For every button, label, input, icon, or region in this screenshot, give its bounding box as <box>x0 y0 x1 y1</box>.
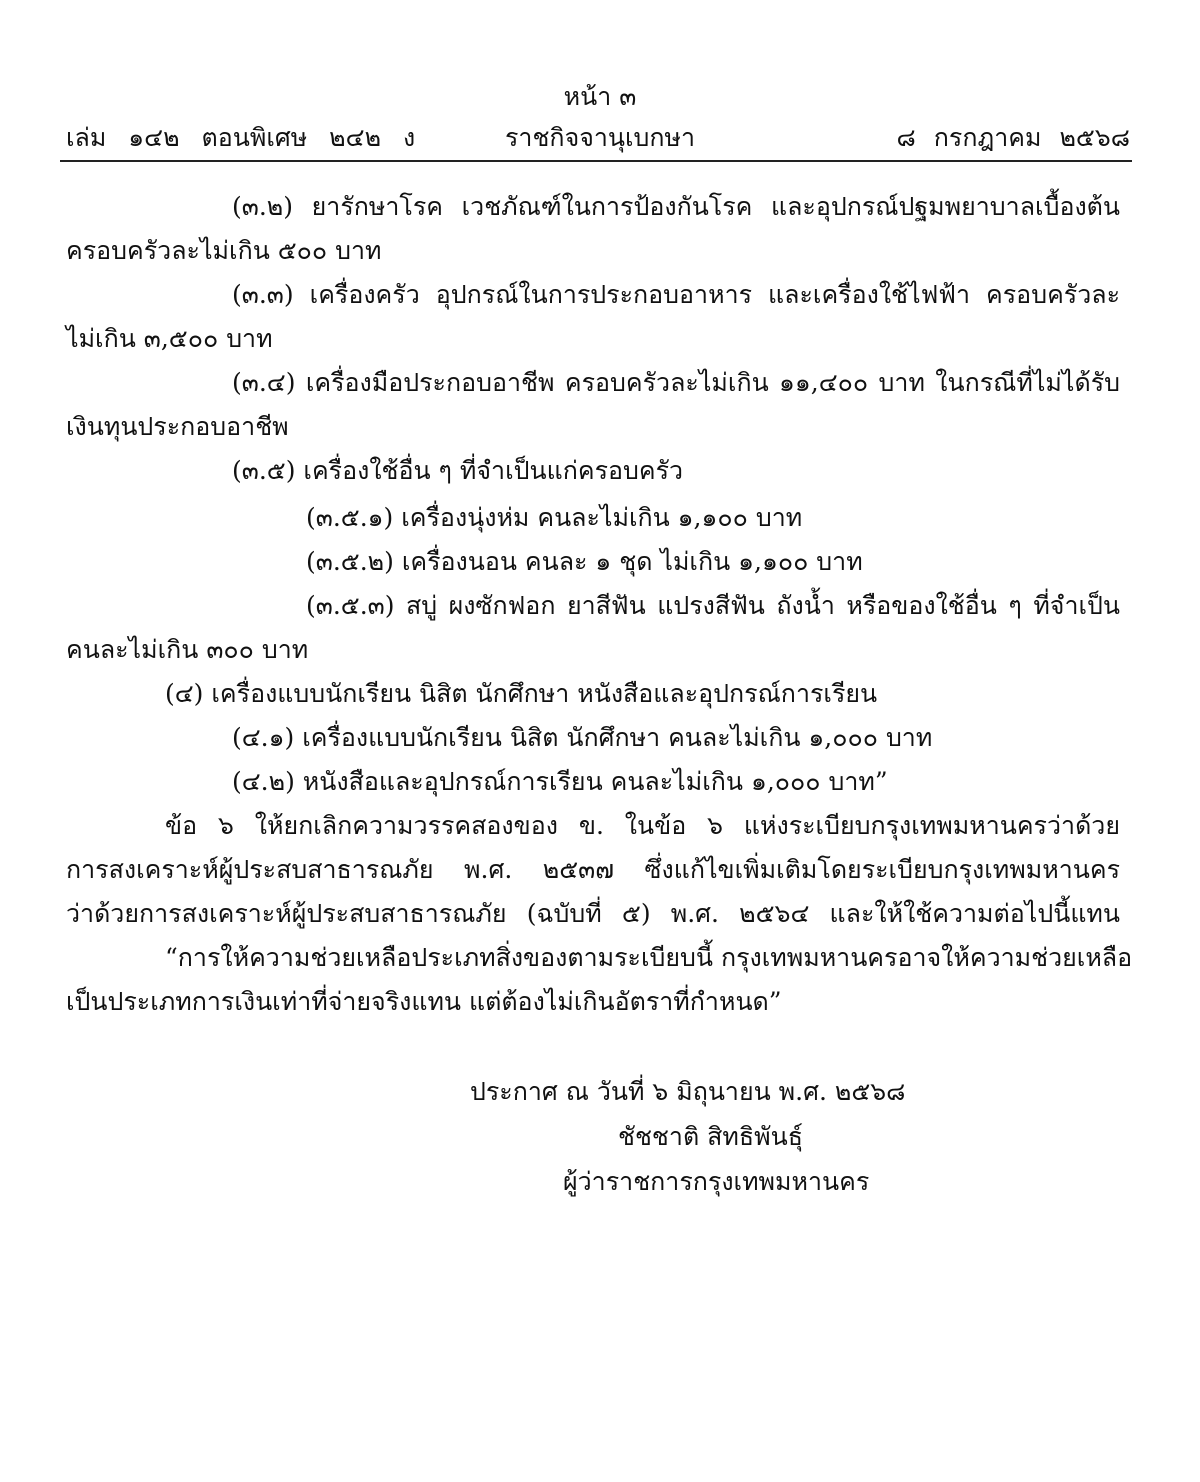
body-line: ครอบครัวละไม่เกิน ๕๐๐ บาท <box>66 236 382 265</box>
body-line: (๔.๑) เครื่องแบบนักเรียน นิสิต นักศึกษา คนละไม่เกิน ๑,๐๐๐ บาท <box>232 723 933 752</box>
page-number: หน้า ๓ <box>563 82 637 111</box>
body-line: เป็นประเภทการเงินเท่าที่จ่ายจริงแทน แต่ต้องไม่เกินอัตราที่กำหนด” <box>66 987 782 1016</box>
volume-info: เล่ม ๑๔๒ ตอนพิเศษ ๒๔๒ ง <box>66 123 416 152</box>
body-line: คนละไม่เกิน ๓๐๐ บาท <box>66 635 309 664</box>
body-line: ว่าด้วยการสงเคราะห์ผู้ประสบสาธารณภัย (ฉบับที่ ๕) พ.ศ. ๒๕๖๔ และให้ใช้ความต่อไปนี้แทน <box>66 899 1120 928</box>
body-line: (๓.๕) เครื่องใช้อื่น ๆ ที่จำเป็นแก่ครอบครัว <box>232 456 684 485</box>
signatory-position: ผู้ว่าราชการกรุงเทพมหานคร <box>563 1167 870 1196</box>
gazette-title: ราชกิจจานุเบกษา <box>505 123 696 152</box>
body-line: ไม่เกิน ๓,๕๐๐ บาท <box>66 324 273 353</box>
body-line: (๓.๓) เครื่องครัว อุปกรณ์ในการประกอบอาหาร และเครื่องใช้ไฟฟ้า ครอบครัวละ <box>232 280 1120 309</box>
body-line: การสงเคราะห์ผู้ประสบสาธารณภัย พ.ศ. ๒๕๓๗ ซึ่งแก้ไขเพิ่มเติมโดยระเบียบกรุงเทพมหานคร <box>66 855 1120 884</box>
body-line: (๔) เครื่องแบบนักเรียน นิสิต นักศึกษา หนังสือและอุปกรณ์การเรียน <box>165 679 878 708</box>
body-line: (๓.๒) ยารักษาโรค เวชภัณฑ์ในการป้องกันโรค และอุปกรณ์ปฐมพยาบาลเบื้องต้น <box>232 192 1120 221</box>
signatory-name: ชัชชาติ สิทธิพันธุ์ <box>618 1122 803 1151</box>
header-divider <box>60 160 1132 162</box>
body-line: (๓.๕.๒) เครื่องนอน คนละ ๑ ชุด ไม่เกิน ๑,๑๐๐ บาท <box>306 547 863 576</box>
body-line: (๓.๕.๓) สบู่ ผงซักฟอก ยาสีฟัน แปรงสีฟัน ถังน้ำ หรือของใช้อื่น ๆ ที่จำเป็น <box>306 591 1120 620</box>
publication-date: ๘ กรกฎาคม ๒๕๖๘ <box>896 123 1130 152</box>
body-line: (๔.๒) หนังสือและอุปกรณ์การเรียน คนละไม่เกิน ๑,๐๐๐ บาท” <box>232 767 888 796</box>
body-line: เงินทุนประกอบอาชีพ <box>66 412 289 441</box>
body-line: (๓.๔) เครื่องมือประกอบอาชีพ ครอบครัวละไม่เกิน ๑๑,๔๐๐ บาท ในกรณีที่ไม่ได้รับ <box>232 368 1120 397</box>
announcement-date: ประกาศ ณ วันที่ ๖ มิถุนายน พ.ศ. ๒๕๖๘ <box>470 1077 906 1106</box>
body-line: ข้อ ๖ ให้ยกเลิกความวรรคสองของ ข. ในข้อ ๖ แห่งระเบียบกรุงเทพมหานครว่าด้วย <box>165 811 1120 840</box>
body-line: “การให้ความช่วยเหลือประเภทสิ่งของตามระเบียบนี้ กรุงเทพมหานครอาจให้ความช่วยเหลือ <box>165 943 1133 972</box>
body-line: (๓.๕.๑) เครื่องนุ่งห่ม คนละไม่เกิน ๑,๑๐๐ บาท <box>306 503 803 532</box>
